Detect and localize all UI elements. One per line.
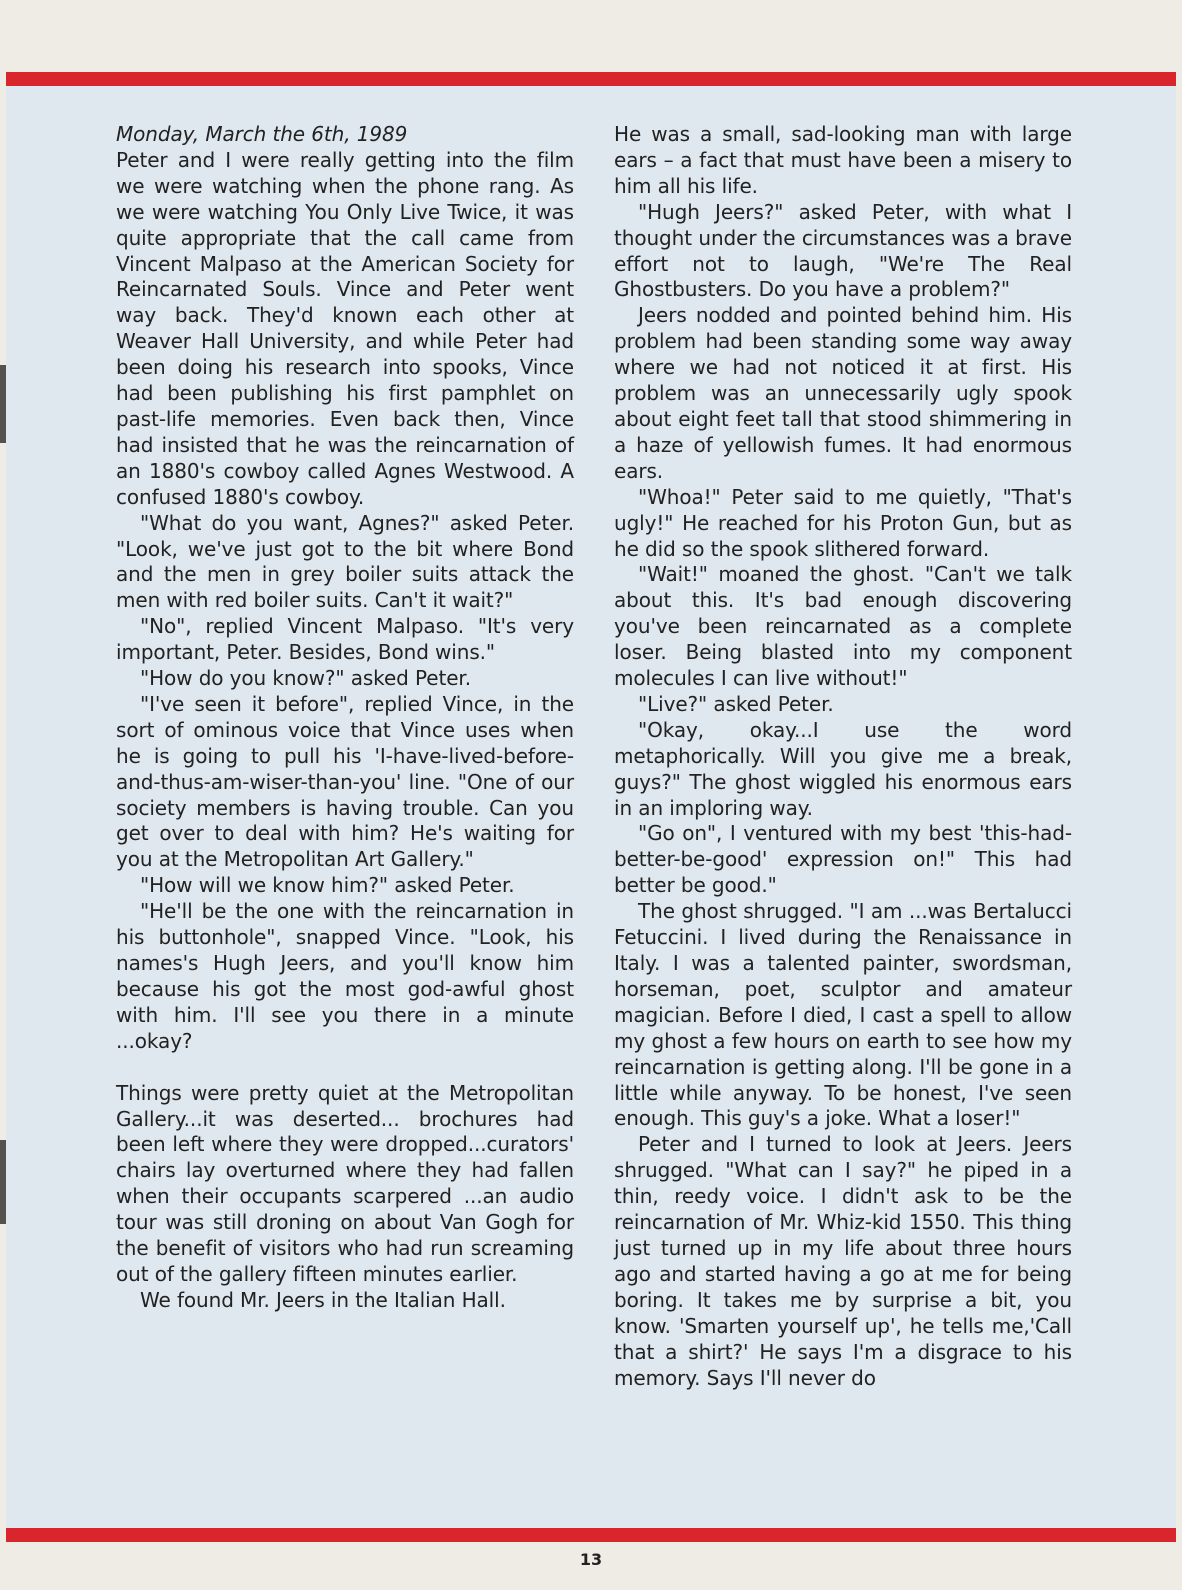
paragraph: "How do you know?" asked Peter. <box>140 666 471 691</box>
page-number: 13 <box>579 1550 603 1569</box>
paragraph: "I've seen it before", replied Vince, in the sort of ominous voice that Vince uses when he is going to pull his 'I-have-lived-before-and-thus-am-wiser-than-you' line. "One of our society members is having trouble. Can you get over to deal with him? He's waiting for you at the Metropolitan Art Gallery." <box>116 691 574 872</box>
top-red-rule <box>6 72 1176 86</box>
paragraph: "Wait!" moaned the ghost. "Can't we talk about this. It's bad enough discovering you've been reincarnated as a complete loser. Being blasted into my component molecules I can live without!" <box>614 562 1072 691</box>
paragraph: "Okay, okay...I use the word metaphorically. Will you give me a break, guys?" The ghost wiggled his enormous ears in an imploring way. <box>614 717 1072 820</box>
paragraph: Peter and I were really getting into the film we were watching when the phone rang. As we were watching You Only Live Twice, it was quite appropriate that the call came from Vincent Malpaso at the American Society for Reincarnated Souls. Vince and Peter went way back. They'd known each other at Weaver Hall University, and while Peter had been doing his research into spooks, Vince had been publishing his first pamphlet on past-life memories. Even back then, Vince had insisted that he was the reincarnation of an 1880's cowboy called Agnes Westwood. A confused 1880's cowboy. <box>116 147 574 509</box>
paragraph: "Whoa!" Peter said to me quietly, "That's ugly!" He reached for his Proton Gun, but as he did so the spook slithered forward. <box>614 484 1072 561</box>
right-column <box>614 122 1072 1391</box>
paragraph: Jeers nodded and pointed behind him. His problem had been standing some way away where we had not noticed it at first. His problem was an unnecessarily ugly spook about eight feet tall that stood shimmering in a haze of yellowish fumes. It had enormous ears. <box>614 303 1072 483</box>
paragraph: "Go on", I ventured with my best 'this-had-better-be-good' expression on!" This had better be good." <box>614 821 1072 898</box>
paragraph: We found Mr. Jeers in the Italian Hall. <box>140 1287 506 1312</box>
paragraph: "What do you want, Agnes?" asked Peter. "Look, we've just got to the bit where Bond and the men in grey boiler suits attack the men with red boiler suits. Can't it wait?" <box>116 510 574 613</box>
paragraph: "Live?" asked Peter. <box>638 691 834 716</box>
paragraph: "How will we know him?" asked Peter. <box>140 873 515 898</box>
paragraph: Things were pretty quiet at the Metropolitan Gallery...it was deserted... brochures had been left where they were dropped...curators' chairs lay overturned where they had fallen when their occupants scarpered ...an audio tour was still droning on about Van Gogh for the benefit of visitors who had run screaming out of the gallery fifteen minutes earlier. <box>116 1080 574 1286</box>
paragraph: He was a small, sad-looking man with large ears – a fact that must have been a misery to him all his life. <box>614 122 1072 198</box>
left-column <box>116 122 574 1314</box>
paragraph: "No", replied Vincent Malpaso. "It's very important, Peter. Besides, Bond wins." <box>116 614 574 665</box>
paragraph: "He'll be the one with the reincarnation in his buttonhole", snapped Vince. "Look, his names's Hugh Jeers, and you'll know him because his got the most god-awful ghost with him. I'll see you there in a minute ...okay? <box>116 899 574 1053</box>
paragraph: Peter and I turned to look at Jeers. Jeers shrugged. "What can I say?" he piped in a thin, reedy voice. I didn't ask to be the reincarnation of Mr. Whiz-kid 1550. This thing just turned up in my life about three hours ago and started having a go at me for being boring. It takes me by surprise a bit, you know. 'Smarten yourself up', he tells me,'Call that a shirt?' He says I'm a disgrace to his memory. Says I'll never do <box>614 1132 1072 1390</box>
paragraph: The ghost shrugged. "I am ...was Bertalucci Fetuccini. I lived during the Renaissance in Italy. I was a talented painter, swordsman, horseman, poet, sculptor and amateur magician. Before I died, I cast a spell to allow my ghost a few hours on earth to see how my reincarnation is getting along. I'll be gone in a little while anyway. To be honest, I've seen enough. This guy's a joke. What a loser!" <box>614 899 1072 1131</box>
bottom-red-rule <box>6 1528 1176 1542</box>
paragraph: "Hugh Jeers?" asked Peter, with what I thought under the circumstances was a brave effort not to laugh, "We're The Real Ghostbusters. Do you have a problem?" <box>614 199 1072 302</box>
dateline: Monday, March the 6th, 1989 <box>116 122 408 146</box>
